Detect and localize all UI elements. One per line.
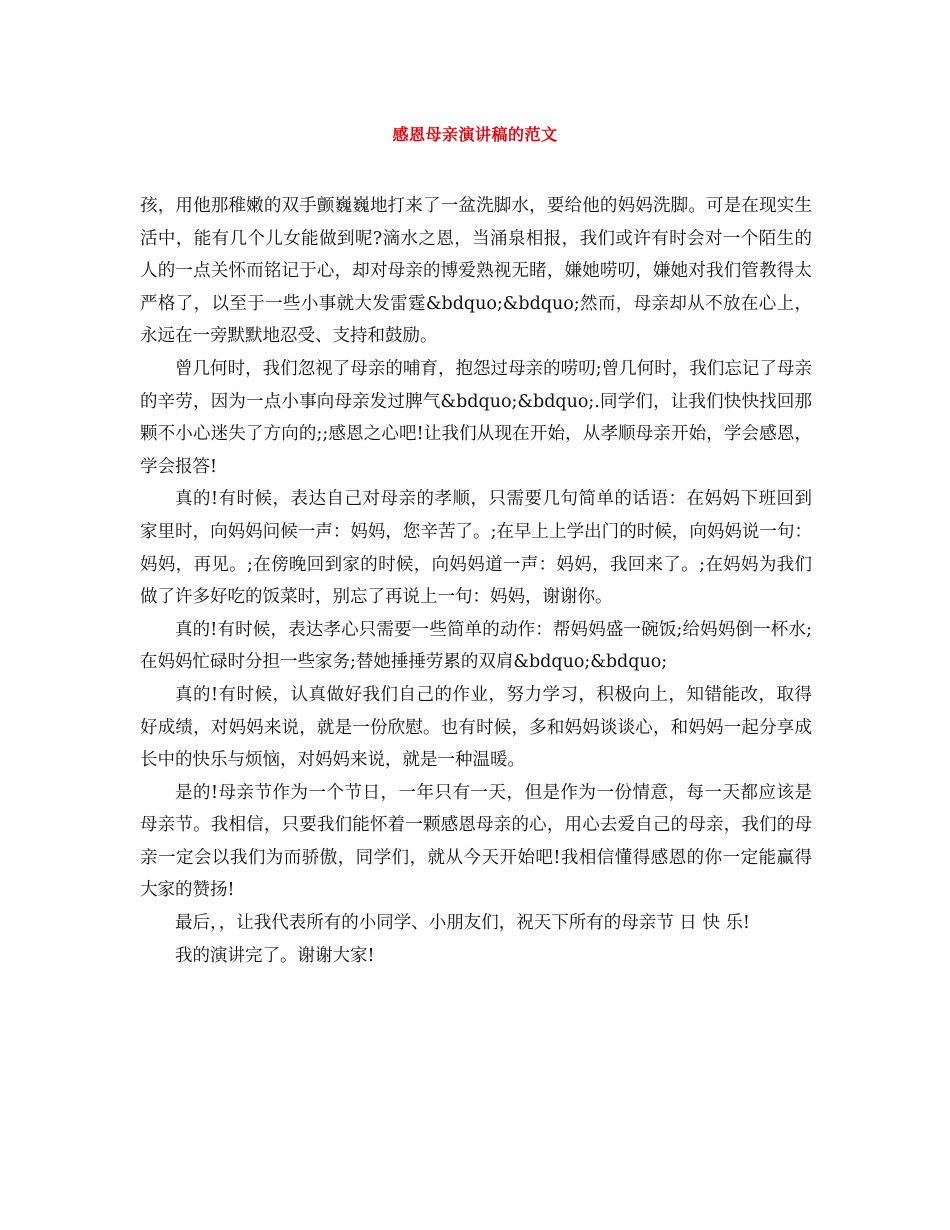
paragraph: 孩，用他那稚嫩的双手颤巍巍地打来了一盆洗脚水，要给他的妈妈洗脚。可是在现实生活中，能有几个儿女能做到呢?滴水之恩，当涌泉相报，我们或许有时会对一个陌生的人的一点关怀而铭记于心，却对母亲的博爱熟视无睹，嫌她唠叨，嫌她对我们管教得太严格了，以至于一些小事就大发雷霆&bdquo;&bdquo;然而，母亲却从不放在心上，永远在一旁默默地忍受、支持和鼓励。 (140, 196, 812, 347)
paragraph: 真的!有时候，认真做好我们自己的作业，努力学习，积极向上，知错能改，取得好成绩，对妈妈来说，就是一份欣慰。也有时候，多和妈妈谈谈心，和妈妈一起分享成长中的快乐与烦恼，对妈妈来说，就是一种温暖。 (140, 684, 812, 771)
paragraph: 真的!有时候，表达孝心只需要一些简单的动作：帮妈妈盛一碗饭;给妈妈倒一杯水;在妈妈忙碌时分担一些家务;替她捶捶劳累的双肩&bdquo;&bdquo; (140, 619, 812, 673)
paragraph: 最后，，让我代表所有的小同学、小朋友们，祝天下所有的母亲节 日 快 乐! (175, 913, 750, 934)
paragraph: 是的!母亲节作为一个节日，一年只有一天，但是作为一份情意，每一天都应该是母亲节。我相信，只要我们能怀着一颗感恩母亲的心，用心去爱自己的母亲，我们的母亲一定会以我们为而骄傲，同学们，就从今天开始吧!我相信懂得感恩的你一定能赢得大家的赞扬! (140, 782, 812, 901)
paragraph: 我的演讲完了。谢谢大家! (175, 945, 375, 966)
paragraph: 曾几何时，我们忽视了母亲的哺育，抱怨过母亲的唠叨;曾几何时，我们忘记了母亲的辛劳，因为一点小事向母亲发过脾气&bdquo;&bdquo;.同学们，让我们快快找回那颗不小心迷失了方向的;;感恩之心吧!让我们从现在开始，从孝顺母亲开始，学会感恩，学会报答! (140, 358, 812, 477)
paragraph: 真的!有时候，表达自己对母亲的孝顺，只需要几句简单的话语：在妈妈下班回到家里时，向妈妈问候一声：妈妈，您辛苦了。;在早上上学出门的时候，向妈妈说一句：妈妈，再见。;在傍晚回到家的时候，向妈妈道一声：妈妈，我回来了。;在妈妈为我们做了许多好吃的饭菜时，别忘了再说上一句：妈妈，谢谢你。 (140, 489, 812, 608)
document-body (140, 190, 812, 972)
document-title: 感恩母亲演讲稿的范文 (392, 125, 558, 144)
